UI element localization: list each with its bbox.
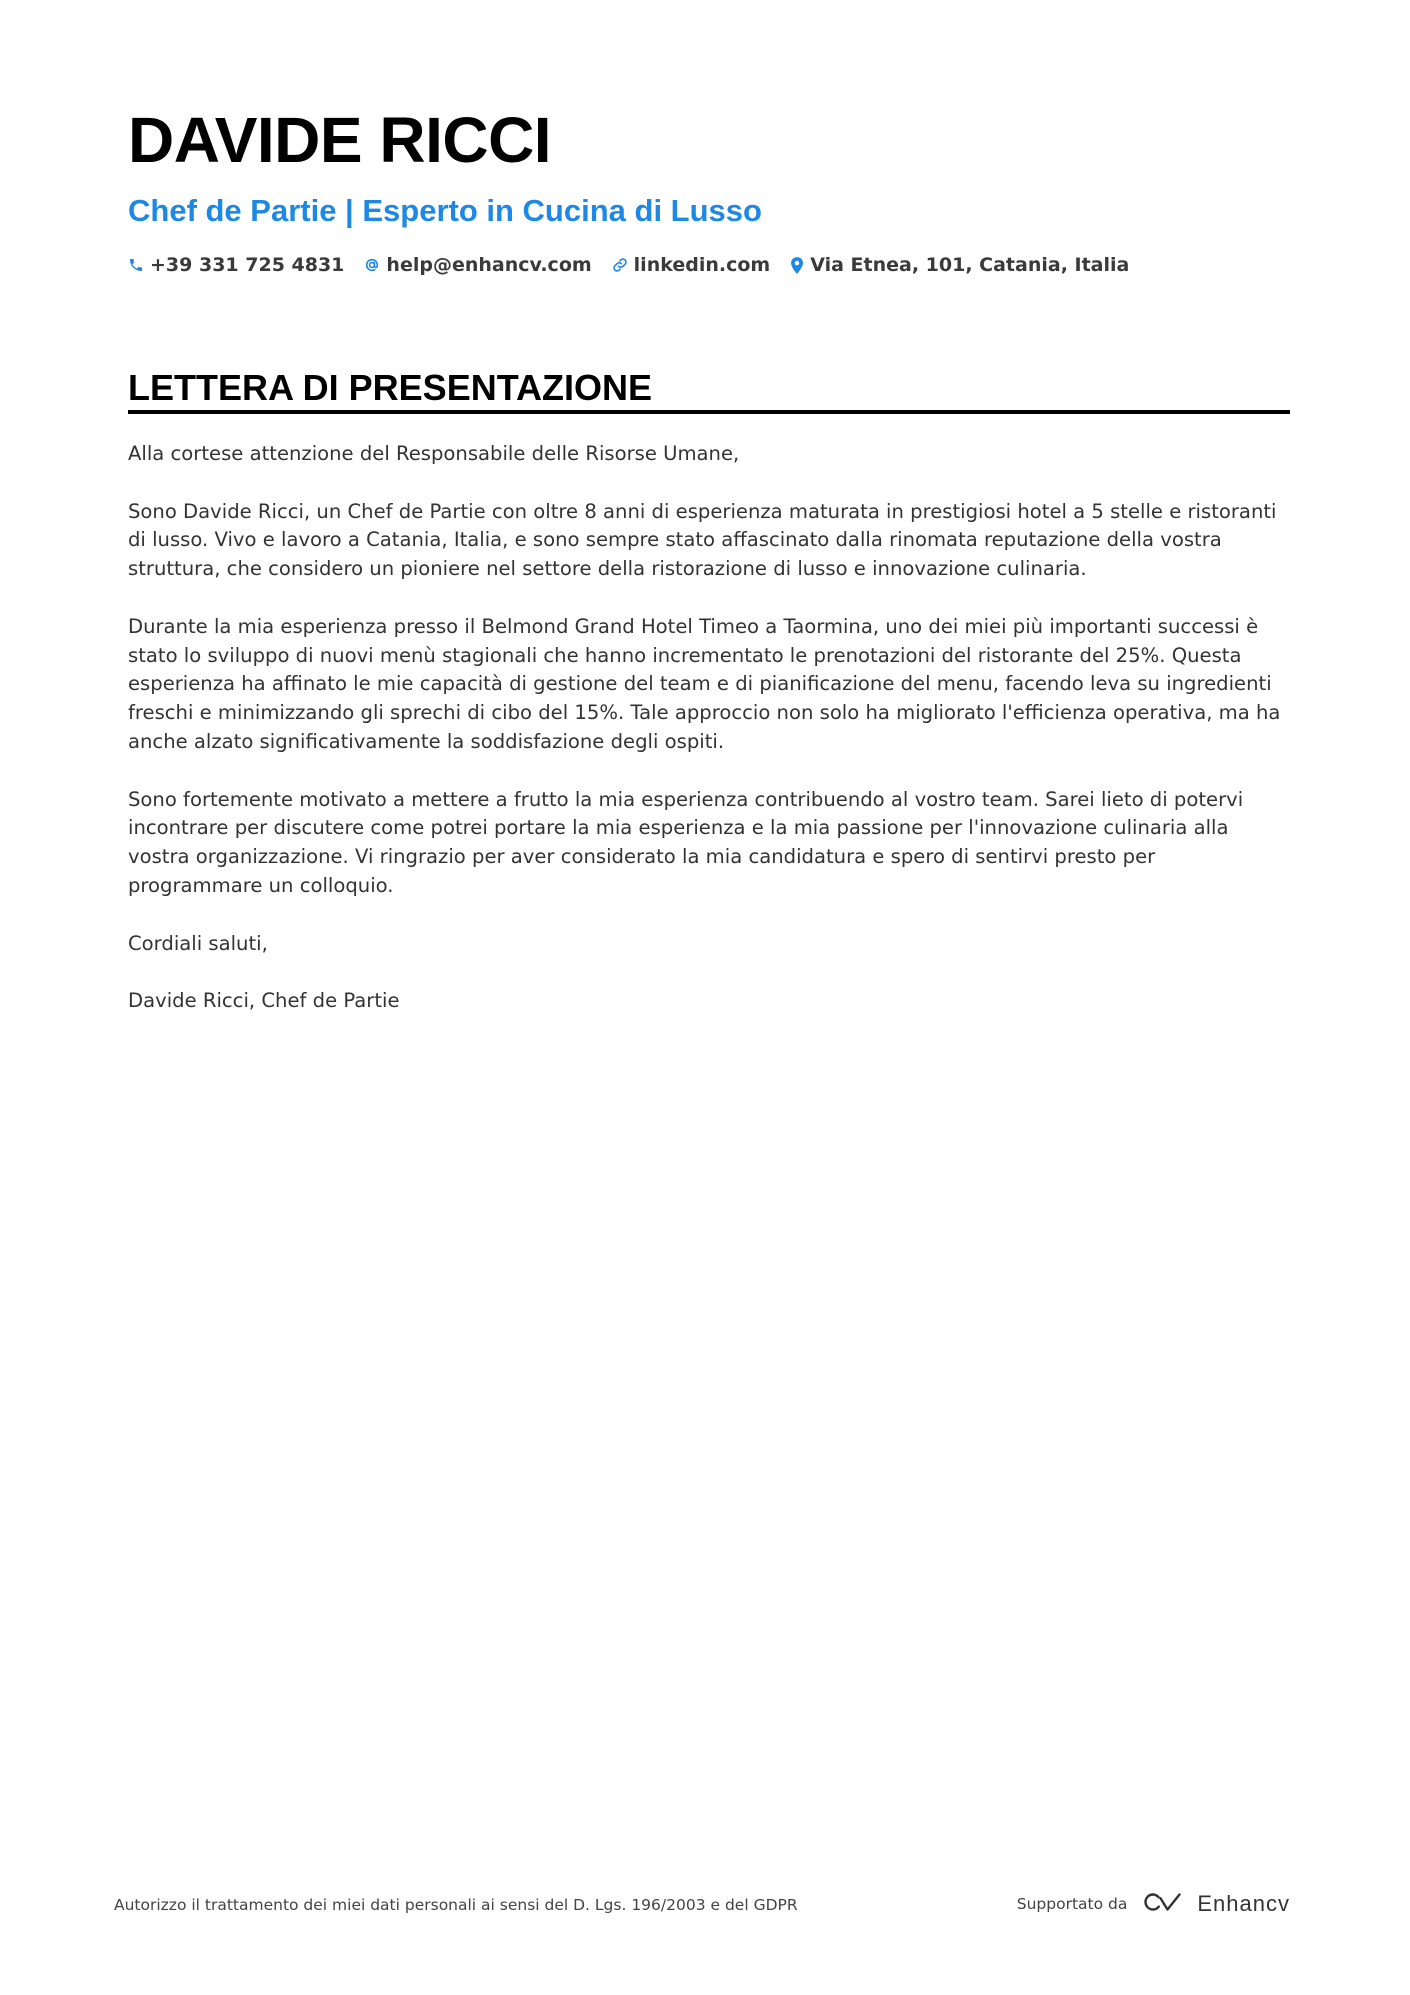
contact-location [790,254,1129,276]
candidate-name: DAVIDE RICCI [128,104,552,176]
email-text: help@enhancv.com [386,254,592,276]
privacy-consent: Autorizzo il trattamento dei miei dati personali ai sensi del D. Lgs. 196/2003 e del GDPR [114,1896,798,1914]
contact-link[interactable] [612,254,771,276]
contact-bar [128,254,1129,276]
brand-name: Enhancv [1197,1891,1290,1916]
letter-body [128,440,1290,1045]
candidate-role: Chef de Partie | Esperto in Cucina di Lusso [128,193,762,228]
section-divider [128,410,1290,414]
location-text: Via Etnea, 101, Catania, Italia [810,254,1130,276]
phone-icon [128,257,144,273]
phone-text: +39 331 725 4831 [150,254,345,276]
letter-signature: Davide Ricci, Chef de Partie [128,989,400,1013]
letter-greeting: Alla cortese attenzione del Responsabile delle Risorse Umane, [128,442,740,465]
section-title: LETTERA DI PRESENTAZIONE [128,367,653,408]
letter-paragraph: Durante la mia esperienza presso il Belmond Grand Hotel Timeo a Taormina, uno dei miei più importanti successi è stato lo sviluppo di nuovi menù stagionali che hanno incrementato le prenotazioni del ristorante del 25%. Questa esperienza ha affinato le mie capacità di gestione del team e di pianificazione del menu, facendo leva su ingredienti freschi e minimizzando gli sprechi di cibo del 15%. Tale approccio non solo ha migliorato l'efficienza operativa, ma ha anche alzato significativamente la soddisfazione degli ospiti. [128,614,1281,753]
powered-by-label: Supportato da [1016,1895,1128,1913]
contact-email[interactable] [364,254,591,276]
letter-closing: Cordiali saluti, [128,931,268,955]
link-icon [612,257,628,273]
powered-by[interactable] [1017,1890,1290,1918]
contact-phone [128,254,344,276]
letter-paragraph: Sono Davide Ricci, un Chef de Partie con oltre 8 anni di esperienza maturata in prestigiosi hotel a 5 stelle e ristoranti di lusso. Vivo e lavoro a Catania, Italia, e sono sempre stato affascinato dalla rinomata reputazione della vostra struttura, che considero un pioniere nel settore della ristorazione di lusso e innovazione culinaria. [128,499,1277,581]
map-pin-icon [790,257,804,274]
letter-paragraph: Sono fortemente motivato a mettere a frutto la mia esperienza contribuendo al vostro team. Sarei lieto di potervi incontrare per discutere come potrei portare la mia esperienza e la mia passione per l'innovazione culinaria alla vostra organizzazione. Vi ringrazio per aver considerato la mia candidatura e spero di sentirvi presto per programmare un colloquio. [128,787,1244,897]
enhancv-logo-icon [1139,1890,1185,1918]
at-icon [364,257,380,273]
link-text: linkedin.com [633,254,771,276]
